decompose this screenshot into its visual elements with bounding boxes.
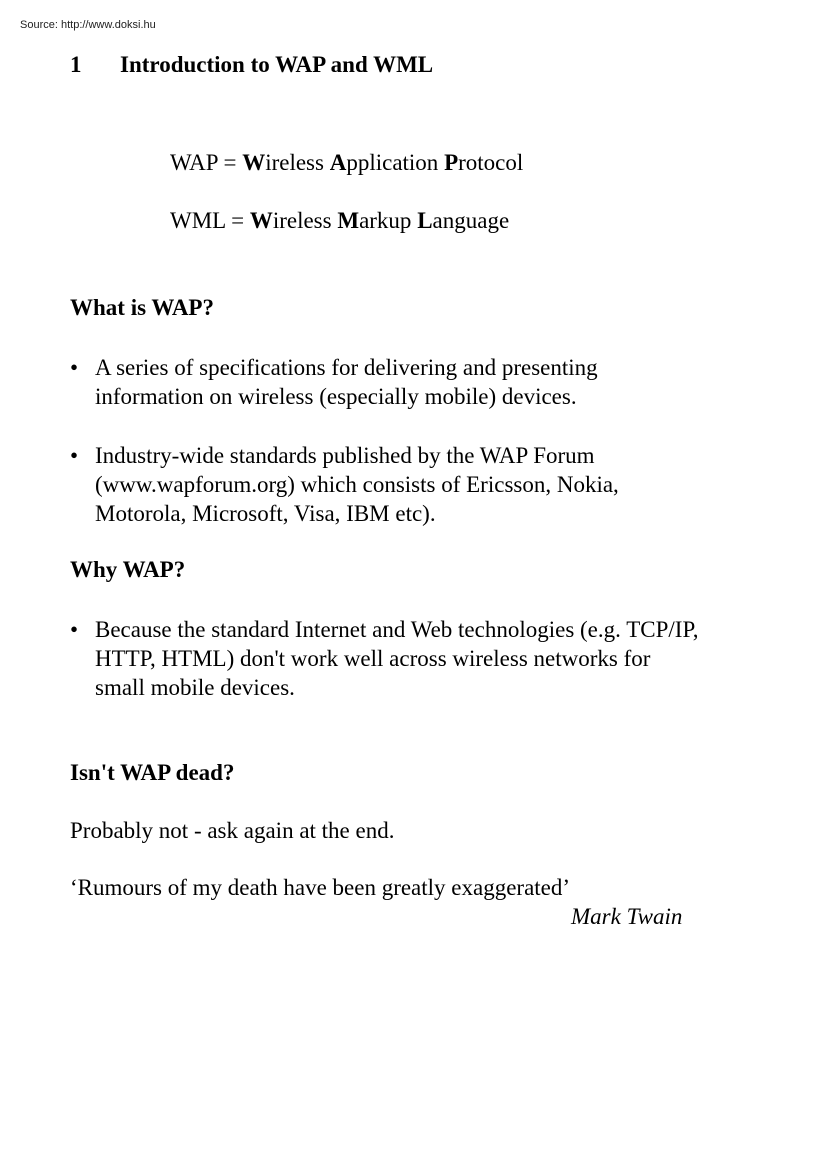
acronym-initial: P [444, 150, 459, 175]
acronym-abbr: WML = [170, 208, 250, 233]
quote-text: ‘Rumours of my death have been greatly exaggerated’ [70, 875, 571, 900]
bullet-line: HTTP, HTML) don't work well across wireless networks for [95, 646, 651, 671]
bullet-because [70, 615, 790, 702]
heading-what-is-wap: What is WAP? [70, 295, 214, 320]
heading-why-wap: Why WAP? [70, 557, 186, 582]
acronym-word-rest: arkup [359, 208, 418, 233]
section-heading [70, 52, 433, 78]
bullet-line: information on wireless (especially mobile) devices. [95, 384, 577, 409]
acronym-word-rest: pplication [346, 150, 445, 175]
section-title: Introduction to WAP and WML [120, 52, 434, 77]
acronym-initial: L [417, 208, 433, 233]
acronym-wml [170, 208, 509, 234]
bullet-icon: • [70, 617, 79, 642]
bullet-specifications [70, 353, 790, 411]
acronym-initial: M [337, 208, 360, 233]
source-url: Source: http://www.doksi.hu [20, 19, 156, 31]
acronym-abbr: WAP = [170, 150, 243, 175]
acronym-word-rest: ireless [265, 150, 330, 175]
bullet-line: Because the standard Internet and Web technologies (e.g. TCP/IP, [95, 617, 699, 642]
bullet-line: Industry-wide standards published by the WAP Forum [95, 443, 595, 468]
acronym-initial: W [249, 208, 273, 233]
acronym-word-rest: rotocol [458, 150, 524, 175]
bullet-line: (www.wapforum.org) which consists of Ericsson, Nokia, [95, 472, 619, 497]
acronym-word-rest: ireless [272, 208, 338, 233]
bullet-icon: • [70, 443, 79, 468]
bullet-icon: • [70, 355, 79, 380]
acronym-initial: W [242, 150, 266, 175]
quote-attribution: Mark Twain [571, 904, 683, 929]
bullet-standards [70, 441, 790, 528]
answer-text: Probably not - ask again at the end. [70, 818, 395, 843]
acronym-wap [170, 150, 523, 176]
heading-isnt-wap-dead: Isn't WAP dead? [70, 760, 235, 785]
bullet-line: small mobile devices. [95, 675, 295, 700]
bullet-line: Motorola, Microsoft, Visa, IBM etc). [95, 501, 436, 526]
acronym-word-rest: anguage [432, 208, 510, 233]
bullet-line: A series of specifications for delivering and presenting [95, 355, 598, 380]
section-number: 1 [70, 52, 82, 77]
acronym-initial: A [329, 150, 347, 175]
